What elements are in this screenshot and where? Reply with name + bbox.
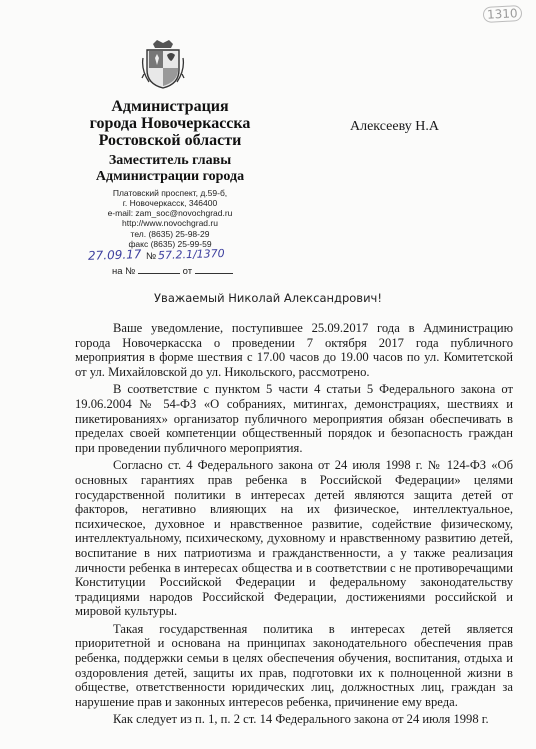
paragraph: В соответствие с пунктом 5 части 4 статьи 5 Федерального закона от 19.06.2004 № 54-ФЗ «О собраниях, митингах, демонстрациях, шествиях и пикетированиях» организатор публичного мероприятия обязан обеспечивать в пределах своей компетенции общественный порядок и безопасность граждан при проведении публичного мероприятия. [75,382,513,455]
sender-org-line-1: Администрация [111,98,229,115]
paragraph: Ваше уведомление, поступившее 25.09.2017 года в Администрацию города Новочеркасска о проведении 7 октября 2017 года публичного мероприятия в форме шествия с 17.00 часов до 19.00 часов по ул. Комитетской от ул. Михайловской до ул. Никольского, рассмотрено. [75,321,513,379]
page-number-stamp: 1310 [483,5,522,23]
handwritten-outgoing-number: 57.2.1/1370 [157,246,225,263]
addressee: Алексееву Н.А [350,119,439,134]
sender-position-line-1: Заместитель главы [108,153,232,168]
reference-number-label: на № [112,266,136,277]
sender-org-line-3: Ростовской области [98,132,242,149]
sender-position-line-2: Администрации города [95,169,245,184]
sender-address-street: Платовский проспект, д.59-б, [112,188,228,198]
city-coat-of-arms-icon [141,38,185,90]
sender-website: http://www.novochgrad.ru [122,218,218,228]
registration-number-prefix: № [146,251,157,262]
greeting: Уважаемый Николай Александрович! [154,291,382,305]
letter-body [75,321,513,730]
sender-fax: факс (8635) 25-99-59 [128,239,212,249]
handwritten-date: 27.09.17 [87,247,142,263]
reference-date-blank [195,265,233,274]
paragraph: Такая государственная политика в интересах детей является приоритетной и основана на принципах законодательного обеспечения прав ребенка, поддержки семьи в целях обеспечения обучения, воспитания, отдыха и оздоровления детей, защиты их прав, подготовки их к полноценной жизни в обществе, ответственности юридических лиц, должностных лиц, граждан за нарушение прав и законных интересов ребенка, причинение ему вреда. [75,621,513,709]
sender-org-line-2: города Новочеркасска [89,115,251,132]
reference-number-blank [138,265,180,274]
reference-date-label: от [182,266,193,277]
registration-reference-line [112,265,233,277]
paragraph: Согласно ст. 4 Федерального закона от 24 июля 1998 г. № 124-ФЗ «Об основных гарантиях прав ребенка в Российской Федерации» целями государственной политики в интересах детей являются защита детей от факторов, негативно влияющих на их физическое, интеллектуальное, психическое, духовное и нравственное развитие, содействие физическому, интеллектуальному, психическому, духовному и нравственному развитию детей, воспитание в них патриотизма и гражданственности, а у также реализация личности ребенка в интересах общества и в соответствии с не противоречащими Конституции Российской Федерации и федеральному законодательству традициями народов Российской Федерации, достижениями российской и мировой культуры. [75,458,513,619]
sender-address-city: г. Новочеркасск, 346400 [122,198,218,208]
sender-phone: тел. (8635) 25-98-29 [130,229,210,239]
sender-email: e-mail: zam_soc@novochgrad.ru [107,208,233,218]
paragraph: Как следует из п. 1, п. 2 ст. 14 Федерального закона от 24 июля 1998 г. [113,712,489,727]
